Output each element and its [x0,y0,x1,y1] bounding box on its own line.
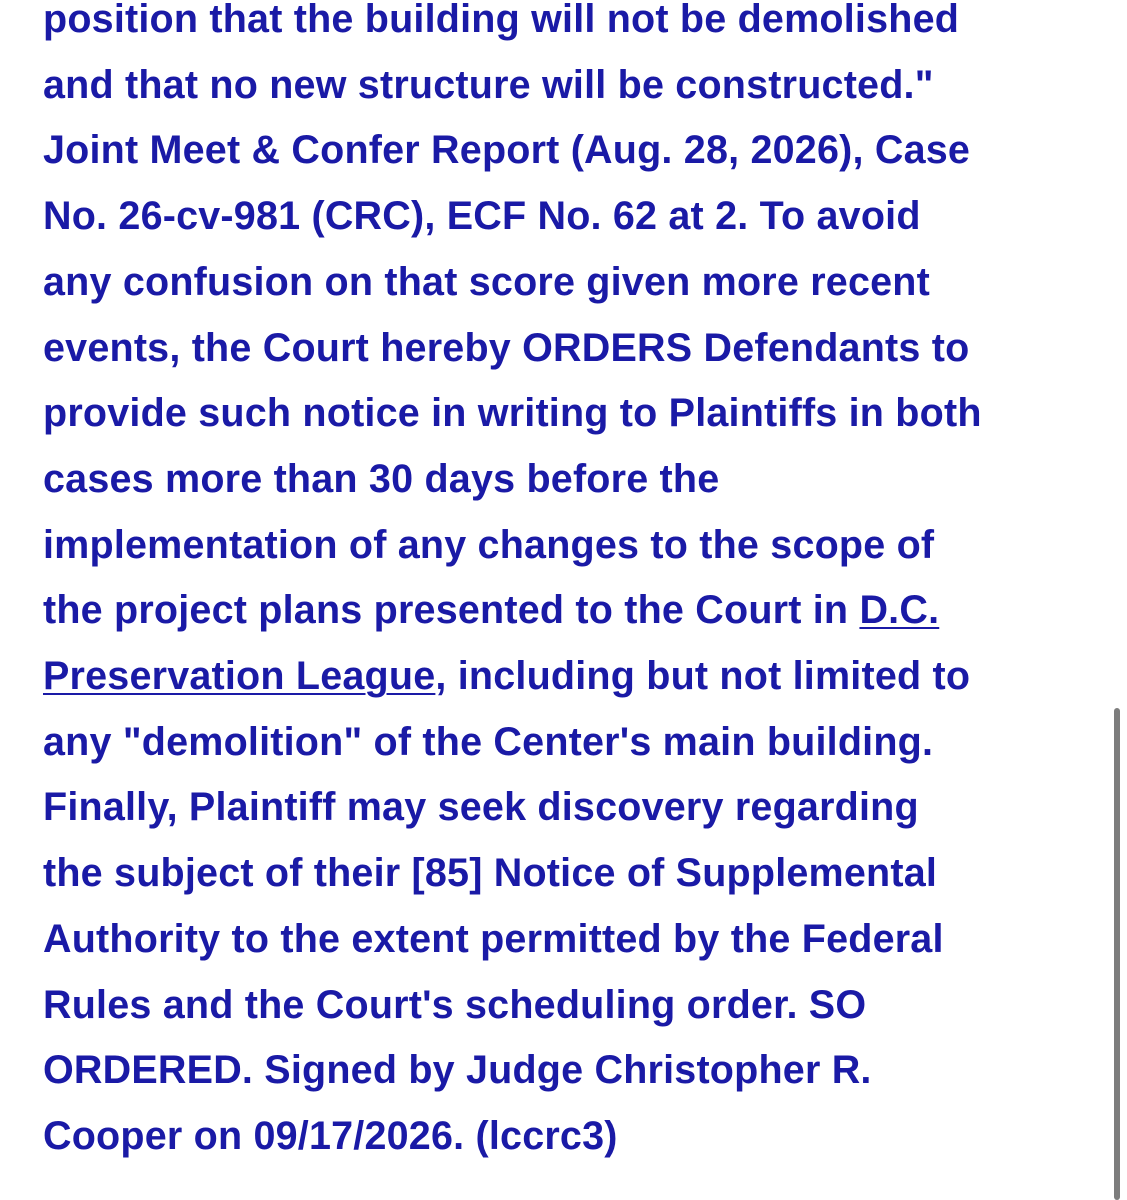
text-line-2: and that no new structure will be constructed." [43,62,934,107]
text-line-11 [43,644,1113,710]
text-line-5: any confusion on that score given more recent [43,259,930,304]
text-line-16: Rules and the Court's scheduling order. SO [43,982,867,1027]
case-link-dc-preservation-league[interactable]: D.C. [859,588,940,633]
text-line-9: implementation of any changes to the scope of [43,522,935,567]
text-line-13: Finally, Plaintiff may seek discovery regarding [43,785,919,830]
text-line-15: Authority to the extent permitted by the Federal [43,916,944,961]
text-line-10-start: the project plans presented to the Court in [43,588,860,633]
vertical-scrollbar[interactable] [1105,0,1127,1200]
text-line-8: cases more than 30 days before the [43,456,720,501]
text-line-4: No. 26-cv-981 (CRC), ECF No. 62 at 2. To avoid [43,194,921,239]
case-link-dc-preservation-league-cont[interactable]: Preservation League [43,654,436,699]
text-line-7: provide such notice in writing to Plaintiffs in both [43,391,982,436]
text-line-18: Cooper on 09/17/2026. (lccrc3) [43,1113,618,1158]
text-line-1: position that the building will not be demolished [43,0,960,41]
text-line-12: any "demolition" of the Center's main building. [43,719,934,764]
text-line-14: the subject of their [85] Notice of Supplemental [43,851,938,896]
text-line-6: events, the Court hereby ORDERS Defendants to [43,325,970,370]
text-line-10 [43,578,1113,644]
docket-entry-text [43,0,1113,1170]
scrollbar-thumb[interactable] [1114,708,1120,1200]
text-line-17: ORDERED. Signed by Judge Christopher R. [43,1048,872,1093]
text-line-3: Joint Meet & Confer Report (Aug. 28, 2026), Case [43,128,971,173]
text-line-11-rest: , including but not limited to [435,654,971,699]
